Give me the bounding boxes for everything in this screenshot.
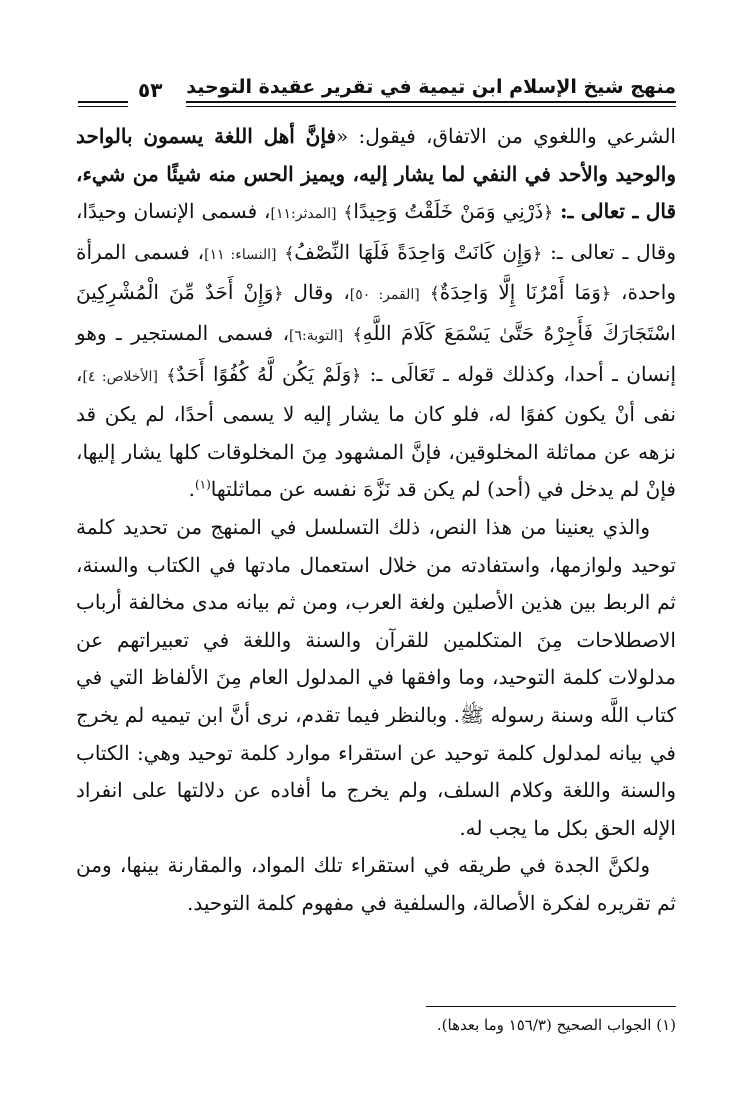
- quran-verse: وَلَمْ يَكُن لَّهُ كُفُوًا أَحَدٌ: [176, 361, 352, 386]
- footnote-marker[interactable]: (١): [194, 477, 211, 492]
- ornate-brace-close-icon: ﴾: [284, 243, 295, 264]
- ornate-brace-close-icon: ﴾: [352, 324, 363, 345]
- header-rule-left-thin: [78, 106, 122, 107]
- paragraph-2: والذي يعنينا من هذا النص، ذلك التسلسل في المنهج من تحديد كلمة توحيد ولوازمها، واستفادته من خلال استعمال مادتها في الكتاب والسنة، ثم الربط بين هذين الأصلين ولغة العرب، ومن ثم بيانه مدى مخالفة أرباب الاصطلاحات مِنَ المتكلمين للقرآن والسنة واللغة في تعبيراتهم عن مدلولات كلمة التوحيد، وما وافقها في المدلول العام مِنَ الألفاظ التي في كتاب اللَّه وسنة رسوله ﷺ. وبالنظر فيما تقدم، نرى أنَّ ابن تيميه لم يخرج في بيانه لمدلول كلمة توحيد عن استقراء موارد كلمة توحيد وهي: الكتاب والسنة واللغة وكلام السلف، ولم يخرج ما أفاده عن دلالتها على انفراد الإله الحق بكل ما يجب له.: [76, 514, 676, 840]
- text-segment: .: [188, 477, 195, 502]
- ornate-brace-open-icon: ﴿: [543, 203, 554, 224]
- verse-reference: [الأخلاص: ٤]: [82, 368, 158, 385]
- verse-reference: [النساء: ١١]: [204, 246, 277, 263]
- verse-reference: [التوبة:٦]: [289, 327, 344, 344]
- quran-verse: وَإِن كَانَتْ وَاحِدَةً فَلَهَا النِّصْفُ: [294, 239, 533, 264]
- footnote: (١) الجواب الصحيح (١٥٦/٣ وما بعدها).: [436, 1016, 676, 1034]
- ornate-brace-close-icon: ﴾: [429, 284, 440, 305]
- quran-verse: وَإِنْ أَحَدٌ مِّنَ الْمُشْرِكِينَ اسْتَجَارَكَ فَأَجِرْهُ حَتَّىٰ يَسْمَعَ كَلَامَ اللَّهِ: [76, 280, 676, 345]
- ornate-brace-close-icon: ﴾: [166, 365, 177, 386]
- ornate-brace-open-icon: ﴿: [273, 284, 284, 305]
- bold-quote: فإنَّ أهل اللغة يسمون بالواحد والوحيد والأحد في النفي لما يشار إليه، ويميز الحس منه شيئًا من شيء، قال ـ تعالى ـ:: [76, 124, 677, 224]
- text-segment: الشرعي واللغوي من الاتفاق، فيقول: «: [336, 124, 676, 148]
- text-segment: ، فسمى المستجير ـ وهو إنسان ـ أحدا، وكذلك قوله ـ تَعَالَى ـ:: [76, 320, 677, 386]
- running-header: [78, 74, 676, 108]
- ornate-brace-open-icon: ﴿: [600, 284, 611, 305]
- paragraph-3: ولكنَّ الجدة في طريقه في استقراء تلك المواد، والمقارنة بينها، ومن ثم تقريره لفكرة الأصالة، والسلفية في مفهوم كلمة التوحيد.: [76, 853, 676, 915]
- verse-reference: [المدثر:١١]: [270, 206, 337, 223]
- ornate-brace-close-icon: ﴾: [343, 203, 354, 224]
- text-segment: ، نفى أنْ يكون كفوًا له، فلو كان ما يشار إليه لا يسمى أحدًا، لم يكن قد نزهه عن مماثلة المخلوقين، فإنَّ المشهود مِنَ المخلوقات كلها يشار إليها، فإنْ لم يدخل في (أحد) لم يكن قد نَزَّهَ نفسه عن مماثلتها: [76, 361, 676, 502]
- ornate-brace-open-icon: ﴿: [351, 365, 362, 386]
- quran-verse: وَمَا أَمْرُنَا إِلَّا وَاحِدَةٌ: [439, 280, 601, 305]
- ornate-brace-open-icon: ﴿: [532, 243, 543, 264]
- footnote-separator: [426, 1006, 676, 1007]
- header-rule-left-thick: [78, 101, 122, 103]
- text-segment: ، وقال: [293, 280, 350, 305]
- book-title: منهج شيخ الإسلام ابن تيمية في تقرير عقيدة التوحيد: [186, 76, 676, 98]
- page-number: ٥٣: [138, 78, 163, 102]
- body-text: [76, 118, 676, 922]
- text-segment: ، فسمى الإنسان وحيدًا، وقال ـ تعالى ـ:: [76, 199, 677, 264]
- text-segment: ، فسمى المرأة واحدة،: [76, 239, 676, 305]
- quran-verse: ذَرْنِي وَمَنْ خَلَقْتُ وَحِيدًا: [353, 199, 544, 224]
- verse-reference: [القمر: ٥٠]: [349, 287, 420, 304]
- paragraph-1: [76, 118, 676, 509]
